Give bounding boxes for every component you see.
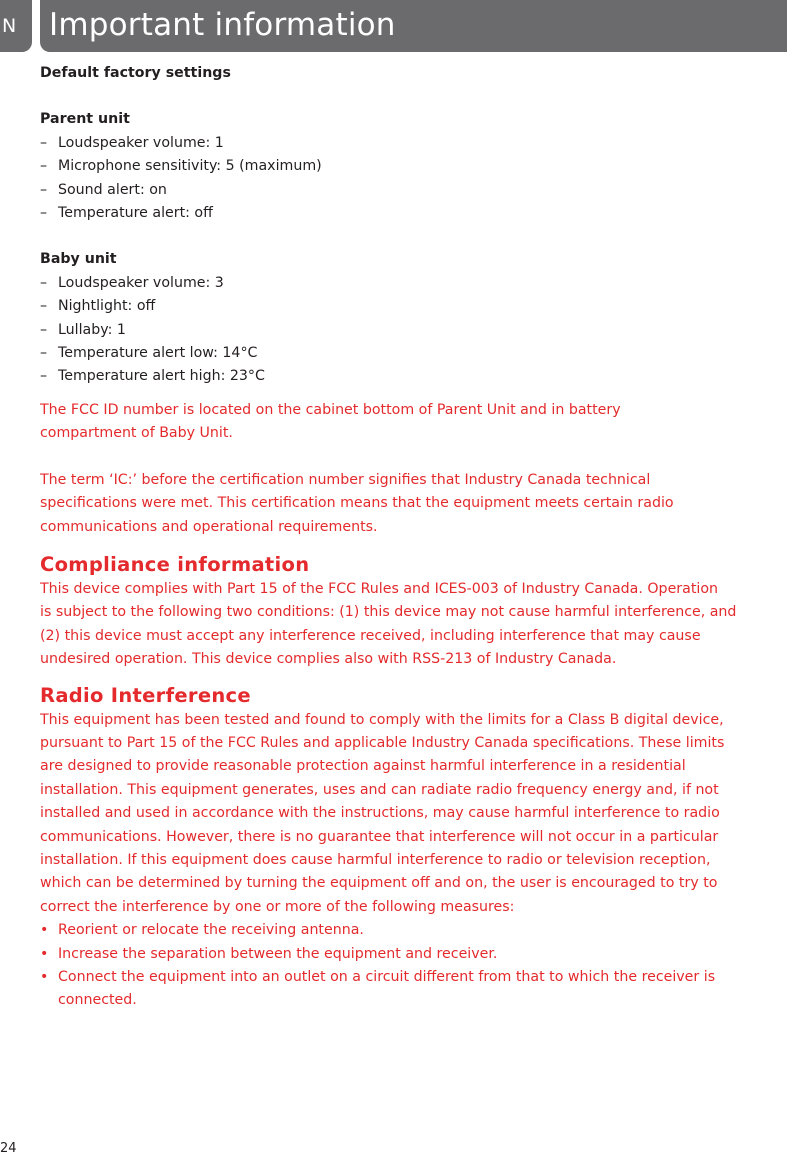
header-bar: [40, 0, 787, 52]
document-body: [40, 62, 785, 1013]
text-line: This equipment has been tested and found to comply with the limits for a Class B digital device,: [40, 711, 724, 728]
list-item: – Loudspeaker volume: 1: [40, 134, 224, 151]
measure-item-continuation: connected.: [58, 992, 137, 1009]
text-line: correct the interference by one or more of the following measures:: [40, 898, 515, 915]
text-line: is subject to the following two conditions: (1) this device may not cause harmful interference, and: [40, 604, 737, 621]
radio-interference-heading: Radio Interference: [40, 683, 251, 707]
text-line: undesired operation. This device complies also with RSS-213 of Industry Canada.: [40, 651, 617, 668]
fcc-note-line: compartment of Baby Unit.: [40, 425, 233, 442]
page-title: Important information: [49, 7, 396, 43]
text-line: are designed to provide reasonable protection against harmful interference in a residential: [40, 758, 686, 775]
list-item: – Lullaby: 1: [40, 321, 126, 338]
list-item: – Sound alert: on: [40, 181, 167, 198]
ic-note-line: specifications were met. This certification means that the equipment meets certain radio: [40, 495, 674, 512]
radio-interference-text: [40, 709, 785, 920]
ic-note-line: communications and operational requirements.: [40, 518, 378, 535]
text-line: which can be determined by turning the equipment off and on, the user is encouraged to try to: [40, 875, 718, 892]
measure-item: • Connect the equipment into an outlet on a circuit different from that to which the receiver is: [40, 969, 716, 985]
compliance-text: [40, 578, 785, 672]
measure-item: • Reorient or relocate the receiving antenna.: [40, 922, 364, 939]
text-line: pursuant to Part 15 of the FCC Rules and applicable Industry Canada specifications. These limits: [40, 734, 725, 751]
list-item: – Loudspeaker volume: 3: [40, 274, 224, 291]
ic-note-line: The term ‘IC:’ before the certification number signifies that Industry Canada technical: [40, 471, 651, 488]
list-item: – Temperature alert: off: [40, 205, 213, 222]
baby-unit-heading: Baby unit: [40, 251, 117, 268]
list-item: – Nightlight: off: [40, 298, 156, 315]
page-number: 24: [0, 1141, 17, 1156]
text-line: installed and used in accordance with the instructions, may cause harmful interference to radio: [40, 805, 720, 822]
list-item: – Temperature alert high: 23°C: [40, 368, 265, 385]
text-line: installation. If this equipment does cause harmful interference to radio or television reception,: [40, 851, 711, 868]
text-line: (2) this device must accept any interference received, including interference that may cause: [40, 627, 701, 644]
fcc-id-note: [40, 399, 785, 446]
text-line: communications. However, there is no guarantee that interference will not occur in a particular: [40, 828, 719, 845]
compliance-heading: Compliance information: [40, 552, 310, 576]
text-line: This device complies with Part 15 of the FCC Rules and ICES-003 of Industry Canada. Operation: [40, 580, 718, 597]
list-item: – Microphone sensitivity: 5 (maximum): [40, 158, 322, 175]
parent-unit-heading: Parent unit: [40, 111, 130, 128]
text-line: installation. This equipment generates, uses and can radiate radio frequency energy and, if not: [40, 781, 719, 798]
measure-item: • Increase the separation between the equipment and receiver.: [40, 945, 498, 962]
defaults-heading: Default factory settings: [40, 65, 231, 81]
fcc-note-line: The FCC ID number is located on the cabinet bottom of Parent Unit and in battery: [40, 401, 621, 418]
ic-note: [40, 469, 785, 539]
list-item: – Temperature alert low: 14°C: [40, 345, 258, 362]
language-tab: N: [0, 0, 32, 52]
